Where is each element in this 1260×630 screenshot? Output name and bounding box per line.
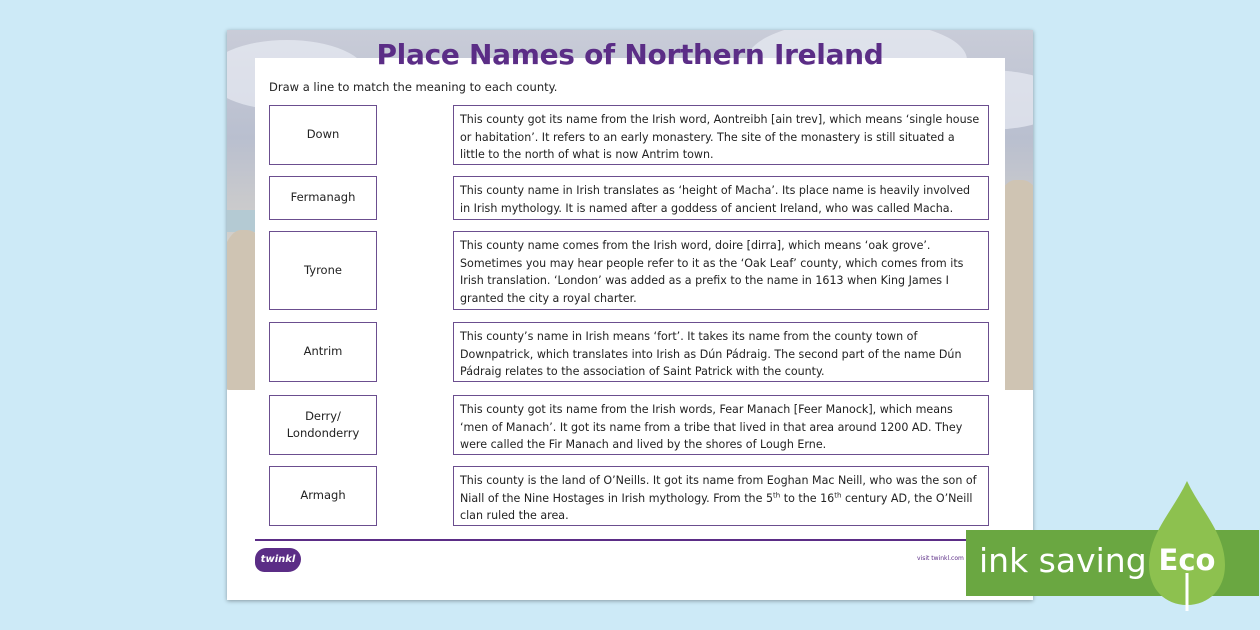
instruction-text: Draw a line to match the meaning to each county. [269, 80, 558, 94]
meaning-box[interactable]: This county name comes from the Irish word, doire [dirra], which means ‘oak grove’. Sometimes you may hear people refer to it as the ‘Oak Leaf’ county, which comes from its Irish translation. ‘London’ was added as a prefix to the name in 1613 when King James I granted the city a royal charter. [453, 231, 989, 310]
match-row [269, 176, 989, 220]
match-row [269, 395, 989, 455]
worksheet-page [227, 30, 1033, 600]
match-row [269, 466, 989, 526]
match-row [269, 231, 989, 310]
county-box[interactable]: Armagh [269, 466, 377, 526]
meaning-box[interactable]: This county got its name from the Irish words, Fear Manach [Feer Manock], which means ‘men of Manach’. It got its name from a tribe that lived in that area around 1200 AD. They were called the Fir Manach and lived by the shores of Lough Erne. [453, 395, 989, 455]
page-title: Place Names of Northern Ireland [376, 38, 884, 71]
footer-divider [255, 539, 1005, 541]
meaning-box[interactable]: This county got its name from the Irish word, Aontreibh [ain trev], which means ‘single house or habitation’. It refers to an early monastery. The site of the monastery is still situated a little to the north of what is now Antrim town. [453, 105, 989, 165]
meaning-box[interactable] [453, 466, 989, 526]
match-row [269, 105, 989, 165]
ordinal-superscript: th [773, 490, 781, 499]
county-box[interactable]: Derry/ Londonderry [269, 395, 377, 455]
meaning-text: This county is the land of O’Neills. It got its name from Eoghan Mac Neill, who was the son of Niall of the Nine Hostages in Irish mythology. From the 5 [460, 474, 977, 505]
eco-label: Eco [1158, 543, 1216, 577]
ordinal-superscript: th [834, 490, 842, 499]
county-box[interactable]: Down [269, 105, 377, 165]
county-box[interactable]: Antrim [269, 322, 377, 382]
meaning-box[interactable]: This county’s name in Irish means ‘fort’. It takes its name from the county town of Downpatrick, which translates into Irish as Dún Pádraig. The second part of the name Dún Pádraig relates to the association of Saint Patrick with the county. [453, 322, 989, 382]
match-row [269, 322, 989, 382]
twinkl-logo: twinkl [255, 548, 301, 572]
ink-saving-label: ink saving [979, 541, 1147, 580]
meaning-text: century AD, the O’Neill clan ruled the area. [460, 491, 973, 523]
visit-link[interactable]: visit twinkl.com [917, 555, 964, 562]
meaning-box[interactable]: This county name in Irish translates as ‘height of Macha’. Its place name is heavily involved in Irish mythology. It is named after a goddess of ancient Ireland, who was called Macha. [453, 176, 989, 220]
meaning-text: to the 16 [780, 491, 835, 505]
county-box[interactable]: Fermanagh [269, 176, 377, 220]
county-box[interactable]: Tyrone [269, 231, 377, 310]
